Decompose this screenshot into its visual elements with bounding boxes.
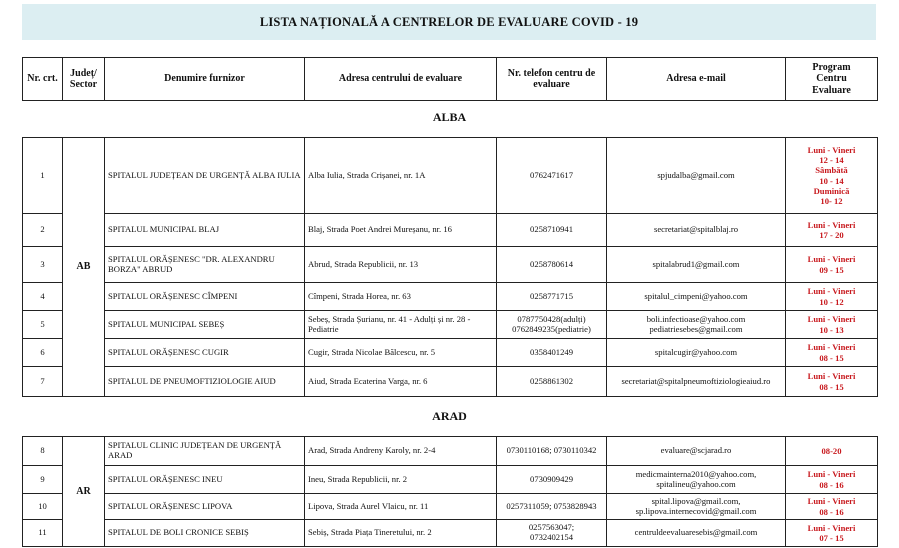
center-address: Cîmpeni, Strada Horea, nr. 63: [305, 283, 497, 311]
schedule-line: Duminică: [813, 185, 850, 196]
title-banner: [22, 4, 876, 40]
col-header-email: Adresa e-mail: [607, 58, 786, 101]
table-row: [23, 437, 878, 466]
provider-name: SPITALUL ORĂȘENESC LIPOVA: [105, 494, 305, 520]
table-alba: [22, 137, 878, 397]
phone-number: [497, 214, 607, 247]
page-title: LISTA NAȚIONALĂ A CENTRELOR DE EVALUARE COVID - 19: [259, 14, 639, 29]
phone-line: 0257563047;: [528, 522, 575, 533]
schedule-line: Luni - Vineri: [807, 371, 856, 382]
phone-number: [497, 437, 607, 466]
schedule-line: Luni - Vineri: [807, 286, 856, 297]
phone-line: 0258780614: [530, 258, 573, 269]
center-address: Ineu, Strada Republicii, nr. 2: [305, 466, 497, 494]
email-address: [607, 494, 786, 520]
email-line: boli.infectioase@yahoo.com: [646, 313, 746, 324]
col-header-telefon: Nr. telefon centru de evaluare: [497, 58, 607, 101]
row-number: 10: [23, 494, 63, 520]
schedule-line: Luni - Vineri: [807, 314, 856, 325]
phone-number: [497, 138, 607, 214]
table-arad: [22, 436, 878, 547]
schedule-line: Luni - Vineri: [807, 496, 856, 507]
schedule-line: 08 - 15: [819, 352, 844, 363]
provider-name: SPITALUL ORĂȘENESC "DR. ALEXANDRU BORZA" ABRUD: [105, 247, 305, 283]
phone-line: 0258710941: [530, 224, 573, 235]
schedule-line: 08 - 16: [819, 479, 844, 490]
section-title-alba: ALBA: [432, 110, 467, 124]
phone-number: [497, 466, 607, 494]
email-address: [607, 367, 786, 397]
schedule-line: Luni - Vineri: [807, 469, 856, 480]
provider-name: SPITALUL ORĂȘENESC CUGIR: [105, 339, 305, 367]
county-code: AR: [63, 437, 105, 547]
provider-name: SPITALUL ORĂȘENESC CÎMPENI: [105, 283, 305, 311]
schedule: [786, 311, 878, 339]
col-header-adresa: Adresa centrului de evaluare: [305, 58, 497, 101]
email-line: spjudalba@gmail.com: [657, 169, 735, 180]
email-line: pediatriesebes@gmail.com: [649, 323, 743, 334]
section-title-arad: ARAD: [432, 409, 467, 423]
county-code: AB: [63, 138, 105, 397]
email-line: centruldeevaluaresebis@gmail.com: [634, 527, 758, 538]
email-line: secretariat@spitalblaj.ro: [653, 224, 739, 235]
row-number: 3: [23, 247, 63, 283]
col-header-furnizor: Denumire furnizor: [105, 58, 305, 101]
table-row: [23, 367, 878, 397]
table-row: [23, 214, 878, 247]
table-row: [23, 138, 878, 214]
email-line: spitalcugir@yahoo.com: [654, 346, 738, 357]
phone-line: 0730909429: [530, 473, 573, 484]
email-line: sp.lipova.internecovid@gmail.com: [635, 505, 757, 516]
row-number: 1: [23, 138, 63, 214]
schedule-line: 10 - 14: [819, 175, 844, 186]
provider-name: SPITALUL ORĂȘENESC INEU: [105, 466, 305, 494]
schedule: [786, 214, 878, 247]
provider-name: SPITALUL MUNICIPAL BLAJ: [105, 214, 305, 247]
phone-number: [497, 494, 607, 520]
schedule-line: Sâmbătă: [815, 165, 848, 176]
table-row: [23, 283, 878, 311]
row-number: 5: [23, 311, 63, 339]
email-address: [607, 437, 786, 466]
col-header-nr: Nr. crt.: [23, 58, 63, 101]
email-line: medicmainterna2010@yahoo.com,: [635, 468, 757, 479]
schedule: [786, 437, 878, 466]
phone-number: [497, 339, 607, 367]
phone-number: [497, 367, 607, 397]
email-address: [607, 311, 786, 339]
phone-number: [497, 247, 607, 283]
schedule: [786, 247, 878, 283]
schedule-line: Luni - Vineri: [807, 144, 856, 155]
schedule-line: Luni - Vineri: [807, 254, 856, 265]
center-address: Sebiș, Strada Piața Tineretului, nr. 2: [305, 520, 497, 547]
row-number: 6: [23, 339, 63, 367]
phone-line: 0258771715: [530, 290, 573, 301]
center-address: Alba Iulia, Strada Crișanei, nr. 1A: [305, 138, 497, 214]
schedule: [786, 283, 878, 311]
email-line: spitalineu@yahoo.com: [656, 478, 736, 489]
center-address: Blaj, Strada Poet Andrei Mureșanu, nr. 16: [305, 214, 497, 247]
phone-line: 0787750428(adulți): [517, 313, 586, 324]
schedule-line: 10 - 13: [819, 324, 844, 335]
row-number: 11: [23, 520, 63, 547]
email-address: [607, 214, 786, 247]
phone-line: 0358401249: [530, 346, 573, 357]
email-address: [607, 283, 786, 311]
email-line: spitalabrud1@gmail.com: [652, 258, 740, 269]
phone-line: 0257311059; 0753828943: [506, 500, 597, 511]
phone-line: 0258861302: [530, 375, 573, 386]
table-row: [23, 311, 878, 339]
center-address: Abrud, Strada Republicii, nr. 13: [305, 247, 497, 283]
row-number: 8: [23, 437, 63, 466]
schedule: [786, 367, 878, 397]
schedule-line: 10 - 12: [819, 296, 844, 307]
header-row: [23, 58, 878, 101]
phone-number: [497, 283, 607, 311]
email-address: [607, 339, 786, 367]
email-address: [607, 466, 786, 494]
table-row: [23, 339, 878, 367]
table-row: [23, 520, 878, 547]
table-row: [23, 494, 878, 520]
provider-name: SPITALUL MUNICIPAL SEBEȘ: [105, 311, 305, 339]
provider-name: SPITALUL CLINIC JUDEȚEAN DE URGENȚĂ ARAD: [105, 437, 305, 466]
header-table: [22, 57, 878, 101]
center-address: Arad, Strada Andreny Karoly, nr. 2-4: [305, 437, 497, 466]
center-address: Aiud, Strada Ecaterina Varga, nr. 6: [305, 367, 497, 397]
schedule-line: 12 - 14: [819, 154, 844, 165]
row-number: 2: [23, 214, 63, 247]
provider-name: SPITALUL JUDEȚEAN DE URGENȚĂ ALBA IULIA: [105, 138, 305, 214]
email-address: [607, 138, 786, 214]
table-row: [23, 466, 878, 494]
center-address: Sebeș, Strada Șurianu, nr. 41 - Adulți și nr. 28 - Pediatrie: [305, 311, 497, 339]
table-row: [23, 247, 878, 283]
schedule: [786, 466, 878, 494]
schedule-line: 17 - 20: [819, 230, 844, 240]
col-header-judet: Județ/ Sector: [63, 58, 105, 101]
col-header-program: Program Centru Evaluare: [786, 58, 878, 101]
email-line: secretariat@spitalpneumoftiziologieaiud.ro: [621, 375, 771, 386]
schedule-line: 08-20: [821, 445, 842, 456]
email-address: [607, 520, 786, 547]
row-number: 4: [23, 283, 63, 311]
provider-name: SPITALUL DE BOLI CRONICE SEBIȘ: [105, 520, 305, 547]
email-line: spitalul_cimpeni@yahoo.com: [644, 290, 748, 301]
email-line: spital.lipova@gmail.com,: [651, 495, 741, 506]
schedule-line: 09 - 15: [819, 264, 844, 275]
schedule-line: 08 - 16: [819, 506, 844, 517]
phone-line: 0762471617: [530, 169, 573, 180]
row-number: 7: [23, 367, 63, 397]
schedule-line: 07 - 15: [819, 533, 844, 543]
schedule-line: Luni - Vineri: [807, 219, 856, 230]
center-address: Lipova, Strada Aurel Vlaicu, nr. 11: [305, 494, 497, 520]
row-number: 9: [23, 466, 63, 494]
provider-name: SPITALUL DE PNEUMOFTIZIOLOGIE AIUD: [105, 367, 305, 397]
phone-line: 0732402154: [530, 532, 573, 542]
schedule: [786, 339, 878, 367]
phone-number: [497, 520, 607, 547]
schedule-line: 08 - 15: [819, 381, 844, 392]
schedule-line: 10- 12: [820, 196, 843, 207]
schedule: [786, 520, 878, 547]
schedule: [786, 138, 878, 214]
phone-line: 0730110168; 0730110342: [506, 445, 597, 456]
phone-number: [497, 311, 607, 339]
schedule-line: Luni - Vineri: [807, 522, 856, 533]
phone-line: 0762849235(pediatrie): [512, 323, 591, 334]
schedule-line: Luni - Vineri: [807, 342, 856, 353]
schedule: [786, 494, 878, 520]
center-address: Cugir, Strada Nicolae Bălcescu, nr. 5: [305, 339, 497, 367]
email-address: [607, 247, 786, 283]
email-line: evaluare@scjarad.ro: [660, 445, 732, 456]
